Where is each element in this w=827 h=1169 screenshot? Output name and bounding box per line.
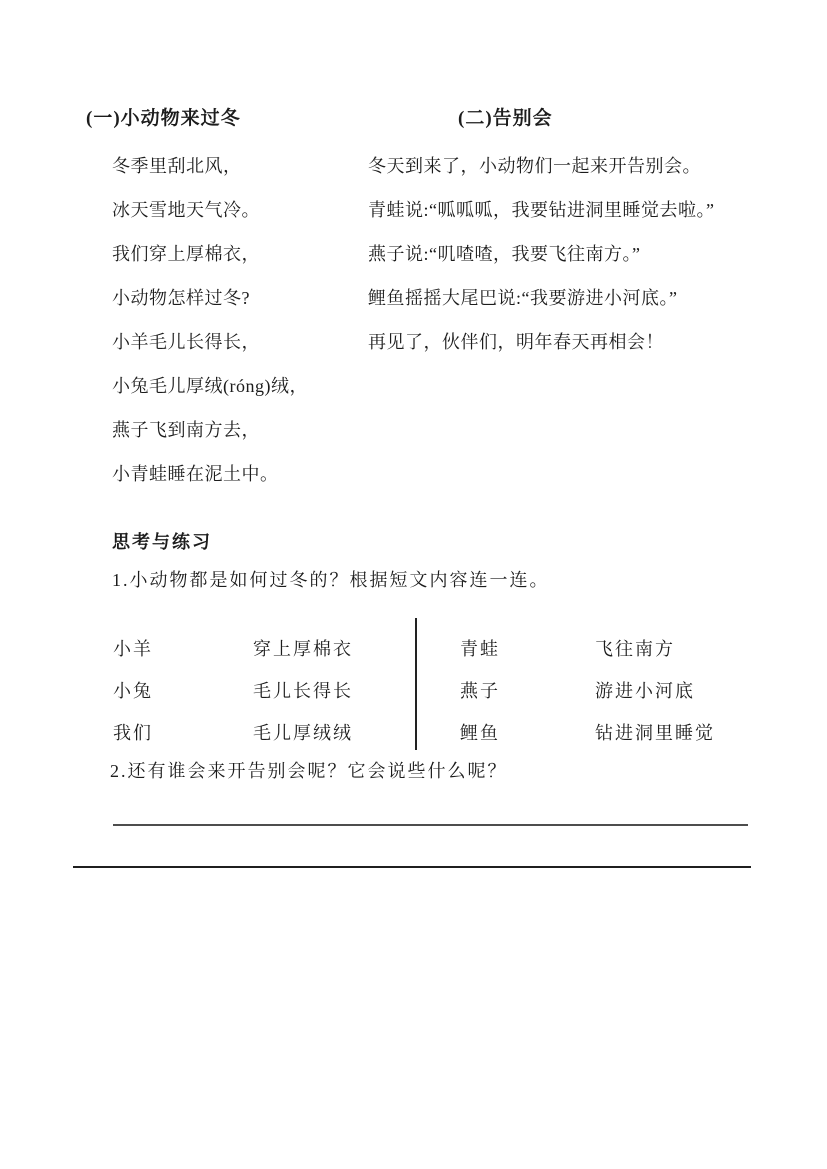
question-2: 2.还有谁会来开告别会呢？它会说些什么呢？ <box>110 761 508 781</box>
winter-poem-title: (一)小动物来过冬 <box>86 108 241 129</box>
winter-poem <box>112 144 308 496</box>
poem-line: 小兔毛儿厚绒(róng)绒， <box>112 376 308 396</box>
poem-line: 我们穿上厚棉衣， <box>112 244 260 264</box>
passage-line: 燕子说:“叽喳喳，我要飞往南方。” <box>368 244 641 264</box>
answer-blank-line-1 <box>113 824 748 826</box>
matching-item: 我们 <box>113 723 153 743</box>
answer-blank-line-2 <box>73 866 751 868</box>
matching-row <box>460 669 715 711</box>
matching-divider-line <box>415 618 417 750</box>
matching-row <box>460 627 715 669</box>
exercise-heading: 思考与练习 <box>112 532 212 552</box>
farewell-title: (二)告别会 <box>458 108 553 129</box>
matching-item: 小兔 <box>113 681 153 701</box>
poem-line: 小羊毛儿长得长， <box>112 332 260 352</box>
poem-line: 小青蛙睡在泥土中。 <box>112 464 279 484</box>
matching-answer: 钻进洞里睡觉 <box>595 723 715 743</box>
matching-row <box>113 711 353 753</box>
passage-line: 鲤鱼摇摇大尾巴说:“我要游进小河底。” <box>368 288 678 308</box>
matching-item: 燕子 <box>460 681 500 701</box>
matching-group-left <box>113 627 353 753</box>
poem-line: 小动物怎样过冬? <box>112 288 250 308</box>
matching-row <box>113 627 353 669</box>
passage-line: 青蛙说:“呱呱呱，我要钻进洞里睡觉去啦。” <box>368 200 715 220</box>
poem-line: 冰天雪地天气冷。 <box>112 200 260 220</box>
matching-answer: 毛儿厚绒绒 <box>253 723 353 743</box>
poem-line: 冬季里刮北风， <box>112 156 242 176</box>
matching-group-right <box>460 627 715 753</box>
matching-answer: 毛儿长得长 <box>253 681 353 701</box>
passage-line: 再见了，伙伴们，明年春天再相会！ <box>368 332 664 352</box>
passage-line: 冬天到来了，小动物们一起来开告别会。 <box>368 156 701 176</box>
matching-answer: 游进小河底 <box>595 681 695 701</box>
matching-item: 鲤鱼 <box>460 723 500 743</box>
poem-line: 燕子飞到南方去， <box>112 420 260 440</box>
matching-row <box>460 711 715 753</box>
question-1: 1.小动物都是如何过冬的？根据短文内容连一连。 <box>112 570 550 590</box>
matching-item: 青蛙 <box>460 639 500 659</box>
matching-item: 小羊 <box>113 639 153 659</box>
matching-row <box>113 669 353 711</box>
farewell-passage <box>368 144 714 364</box>
matching-answer: 飞往南方 <box>595 639 675 659</box>
matching-answer: 穿上厚棉衣 <box>253 639 353 659</box>
